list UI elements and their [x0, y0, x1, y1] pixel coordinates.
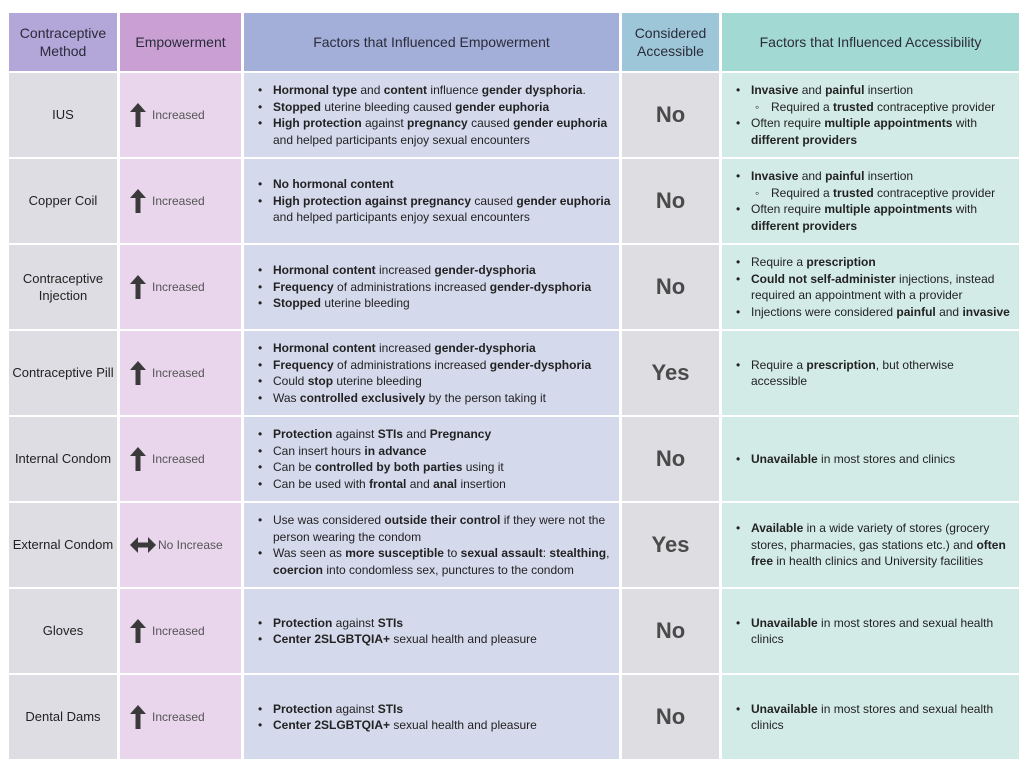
empowerment-factors-list — [257, 701, 537, 734]
arrow-up-icon — [130, 189, 146, 213]
accessibility-factors-cell — [722, 331, 1019, 415]
list-item: • Often require multiple appointments with different providers — [735, 201, 1011, 234]
accessibility-factors-list — [735, 82, 1011, 148]
empowerment-factors-cell — [244, 159, 619, 243]
accessibility-factors-list — [735, 520, 1011, 570]
accessibility-factors-cell — [722, 417, 1019, 501]
empowerment-factors-list — [257, 340, 591, 406]
list-item: • Stopped uterine bleeding — [257, 295, 591, 312]
accessibility-factors-list — [735, 451, 955, 468]
arrow-up-icon — [130, 275, 146, 299]
accessible-cell: No — [622, 417, 719, 501]
list-item: • Was controlled exclusively by the person taking it — [257, 390, 591, 407]
empowerment-label: Increased — [152, 279, 205, 294]
accessibility-factors-cell — [722, 159, 1019, 243]
empowerment-label: No Increase — [158, 537, 223, 552]
list-item: • Unavailable in most stores and sexual health clinics — [735, 701, 1011, 734]
empowerment-factors-list — [257, 426, 506, 492]
empowerment-factors-list — [257, 262, 591, 312]
empowerment-cell — [120, 589, 241, 673]
arrow-up-icon — [130, 447, 146, 471]
list-item: • Can insert hours in advance — [257, 443, 506, 460]
list-item: • Frequency of administrations increased gender-dysphoria — [257, 357, 591, 374]
empowerment-factors-list — [257, 82, 611, 148]
empowerment-label: Increased — [152, 709, 205, 724]
header-factors-empowerment: Factors that Influenced Empowerment — [244, 13, 619, 71]
list-item: • No hormonal content — [257, 176, 611, 193]
accessibility-factors-cell — [722, 675, 1019, 759]
empowerment-label: Increased — [152, 365, 205, 380]
list-item: • Injections were considered painful and invasive — [735, 304, 1011, 321]
header-factors-accessibility: Factors that Influenced Accessibility — [722, 13, 1019, 71]
method-cell: Contraceptive Pill — [9, 331, 117, 415]
empowerment-cell — [120, 159, 241, 243]
accessibility-factors-cell — [722, 73, 1019, 157]
list-item: • Center 2SLGBTQIA+ sexual health and pleasure — [257, 717, 537, 734]
list-item: • Invasive and painful insertion — [735, 82, 1011, 99]
empowerment-factors-list — [257, 512, 611, 578]
list-item: • Frequency of administrations increased gender-dysphoria — [257, 279, 591, 296]
empowerment-factors-cell — [244, 675, 619, 759]
list-item: ◦ Required a trusted contraceptive provider — [735, 185, 1011, 202]
list-item: • Available in a wide variety of stores (grocery stores, pharmacies, gas stations etc.) and often free in health clinics and University facilities — [735, 520, 1011, 570]
method-cell: Gloves — [9, 589, 117, 673]
empowerment-indicator — [130, 189, 205, 213]
accessibility-factors-cell — [722, 503, 1019, 587]
accessibility-factors-cell — [722, 589, 1019, 673]
method-cell: Copper Coil — [9, 159, 117, 243]
empowerment-indicator — [130, 447, 205, 471]
arrow-up-icon — [130, 705, 146, 729]
list-item: • Hormonal content increased gender-dysphoria — [257, 340, 591, 357]
empowerment-factors-list — [257, 615, 537, 648]
empowerment-factors-list — [257, 176, 611, 226]
empowerment-factors-cell — [244, 331, 619, 415]
accessible-cell: No — [622, 159, 719, 243]
empowerment-indicator — [130, 103, 205, 127]
list-item: • Require a prescription, but otherwise accessible — [735, 357, 1011, 390]
list-item: • Was seen as more susceptible to sexual assault: stealthing, coercion into condomless sex, punctures to the condom — [257, 545, 611, 578]
empowerment-cell — [120, 73, 241, 157]
empowerment-indicator — [130, 275, 205, 299]
list-item: ◦ Required a trusted contraceptive provider — [735, 99, 1011, 116]
list-item: • High protection against pregnancy caused gender euphoria and helped participants enjoy sexual encounters — [257, 115, 611, 148]
accessible-cell: Yes — [622, 331, 719, 415]
accessible-cell: No — [622, 589, 719, 673]
list-item: • Unavailable in most stores and clinics — [735, 451, 955, 468]
empowerment-cell — [120, 417, 241, 501]
accessibility-factors-list — [735, 254, 1011, 320]
header-considered-accessible: Considered Accessible — [622, 13, 719, 71]
empowerment-label: Increased — [152, 623, 205, 638]
list-item: • Protection against STIs — [257, 701, 537, 718]
list-item: • Use was considered outside their control if they were not the person wearing the condom — [257, 512, 611, 545]
header-method: Contraceptive Method — [9, 13, 117, 71]
accessible-cell: No — [622, 245, 719, 329]
list-item: • Stopped uterine bleeding caused gender euphoria — [257, 99, 611, 116]
accessibility-factors-list — [735, 168, 1011, 234]
header-empowerment: Empowerment — [120, 13, 241, 71]
method-cell: External Condom — [9, 503, 117, 587]
empowerment-cell — [120, 675, 241, 759]
empowerment-indicator — [130, 361, 205, 385]
empowerment-label: Increased — [152, 193, 205, 208]
method-cell: Contraceptive Injection — [9, 245, 117, 329]
list-item: • Hormonal content increased gender-dysphoria — [257, 262, 591, 279]
accessibility-factors-list — [735, 357, 1011, 390]
empowerment-factors-cell — [244, 73, 619, 157]
empowerment-factors-cell — [244, 589, 619, 673]
empowerment-label: Increased — [152, 107, 205, 122]
list-item: • Protection against STIs — [257, 615, 537, 632]
empowerment-factors-cell — [244, 503, 619, 587]
list-item: • Require a prescription — [735, 254, 1011, 271]
list-item: • Could stop uterine bleeding — [257, 373, 591, 390]
list-item: • Center 2SLGBTQIA+ sexual health and pleasure — [257, 631, 537, 648]
list-item: • Often require multiple appointments with different providers — [735, 115, 1011, 148]
method-cell: Dental Dams — [9, 675, 117, 759]
list-item: • Can be controlled by both parties using it — [257, 459, 506, 476]
list-item: • Protection against STIs and Pregnancy — [257, 426, 506, 443]
arrow-up-icon — [130, 103, 146, 127]
accessible-cell: No — [622, 675, 719, 759]
method-cell: IUS — [9, 73, 117, 157]
list-item: • Can be used with frontal and anal insertion — [257, 476, 506, 493]
empowerment-factors-cell — [244, 245, 619, 329]
accessibility-factors-cell — [722, 245, 1019, 329]
empowerment-cell — [120, 503, 241, 587]
empowerment-label: Increased — [152, 451, 205, 466]
list-item: • High protection against pregnancy caused gender euphoria and helped participants enjoy sexual encounters — [257, 193, 611, 226]
accessibility-factors-list — [735, 615, 1011, 648]
double-arrow-icon — [130, 537, 156, 553]
empowerment-indicator — [130, 619, 205, 643]
contraceptive-table — [9, 13, 1015, 759]
empowerment-cell — [120, 331, 241, 415]
empowerment-indicator — [130, 705, 205, 729]
empowerment-factors-cell — [244, 417, 619, 501]
empowerment-indicator — [130, 537, 223, 554]
empowerment-cell — [120, 245, 241, 329]
list-item: • Hormonal type and content influence gender dysphoria. — [257, 82, 611, 99]
method-cell: Internal Condom — [9, 417, 117, 501]
accessibility-factors-list — [735, 701, 1011, 734]
arrow-up-icon — [130, 619, 146, 643]
accessible-cell: Yes — [622, 503, 719, 587]
list-item: • Invasive and painful insertion — [735, 168, 1011, 185]
arrow-up-icon — [130, 361, 146, 385]
accessible-cell: No — [622, 73, 719, 157]
list-item: • Could not self-administer injections, instead required an appointment with a provider — [735, 271, 1011, 304]
list-item: • Unavailable in most stores and sexual health clinics — [735, 615, 1011, 648]
